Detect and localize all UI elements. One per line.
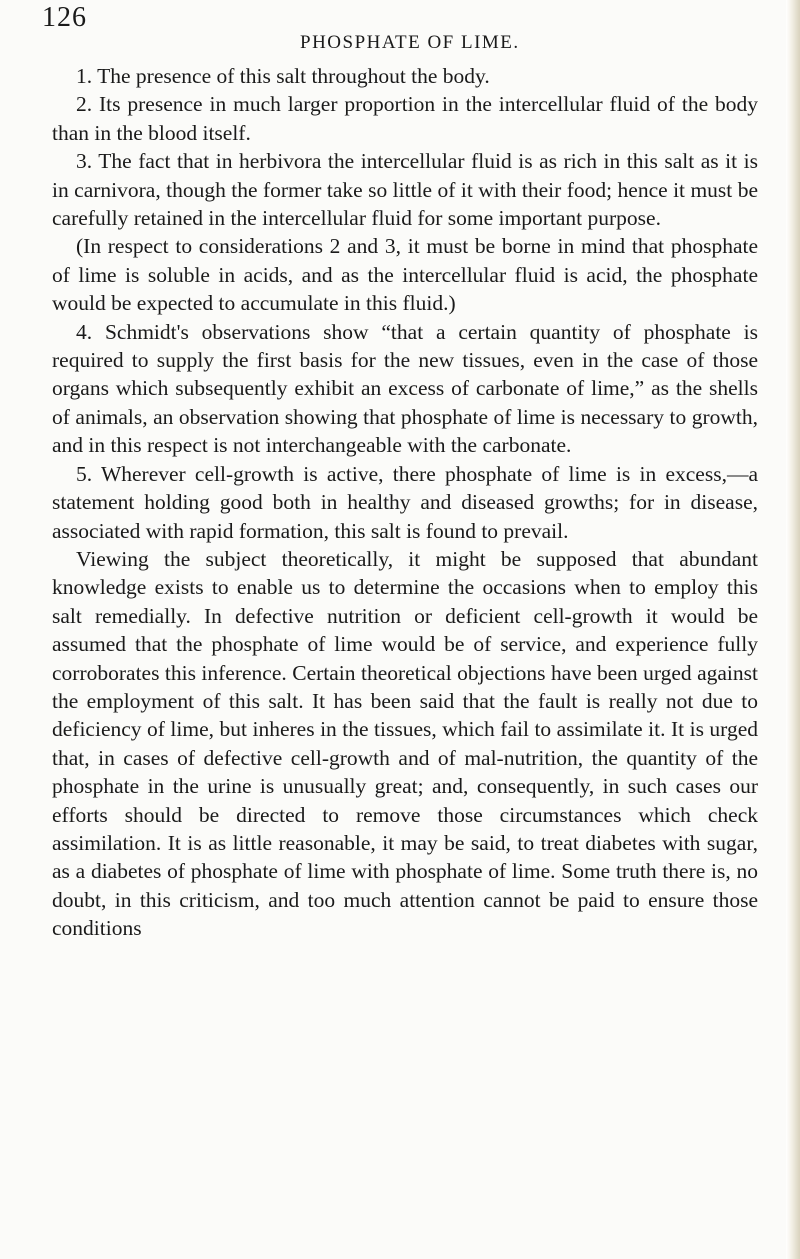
paragraph-1: 1. The presence of this salt throughout the body.	[76, 64, 490, 88]
paragraph-2: 2. Its presence in much larger proportion in the intercellular fluid of the body than in the blood itself.	[52, 92, 758, 145]
scan-page-edge	[786, 0, 800, 1259]
body-text	[52, 62, 758, 943]
paragraph-3: 3. The fact that in herbivora the intercellular fluid is as rich in this salt as it is in carnivora, though the former take so little of it with their food; hence it must be carefully retained in the intercellular fluid for some important purpose.	[52, 149, 758, 231]
page-number: 126	[42, 2, 87, 33]
paragraph-4: (In respect to considerations 2 and 3, it must be borne in mind that phosphate of lime is soluble in acids, and as the intercellular fluid is acid, the phosphate would be expected to accumulate in this fluid.)	[52, 234, 758, 316]
paragraph-6: 5. Wherever cell-growth is active, there phosphate of lime is in excess,—a statement holding good both in healthy and diseased growths; for in disease, associated with rapid formation, this salt is found to prevail.	[52, 461, 758, 543]
running-head: PHOSPHATE OF LIME.	[300, 32, 520, 53]
paragraph-7: Viewing the subject theoretically, it might be supposed that abundant knowledge exists to enable us to determine the occasions when to employ this salt remedially. In defective nutrition or deficient cell-growth it would be assumed that the phosphate of lime would be of service, and experience fully corroborates this inference. Certain theoretical objections have been urged against the employment of this salt. It has been said that the fault is really not due to deficiency of lime, but inheres in the tissues, which fail to assimilate it. It is urged that, in cases of defective cell-growth and of mal-nutrition, the quantity of the phosphate in the urine is unusually great; and, consequently, in such cases our efforts should be directed to remove those circumstances which check assimilation. It is as little reasonable, it may be said, to treat diabetes with sugar, as a diabetes of phosphate of lime with phosphate of lime. Some truth there is, no doubt, in this criticism, and too much attention cannot be paid to ensure those conditions	[52, 546, 758, 941]
paragraph-5: 4. Schmidt's observations show “that a certain quantity of phosphate is required to supply the first basis for the new tissues, even in the case of those organs which subsequently exhibit an excess of carbonate of lime,” as the shells of animals, an observation showing that phosphate of lime is necessary to growth, and in this respect is not interchangeable with the carbonate.	[52, 319, 758, 458]
